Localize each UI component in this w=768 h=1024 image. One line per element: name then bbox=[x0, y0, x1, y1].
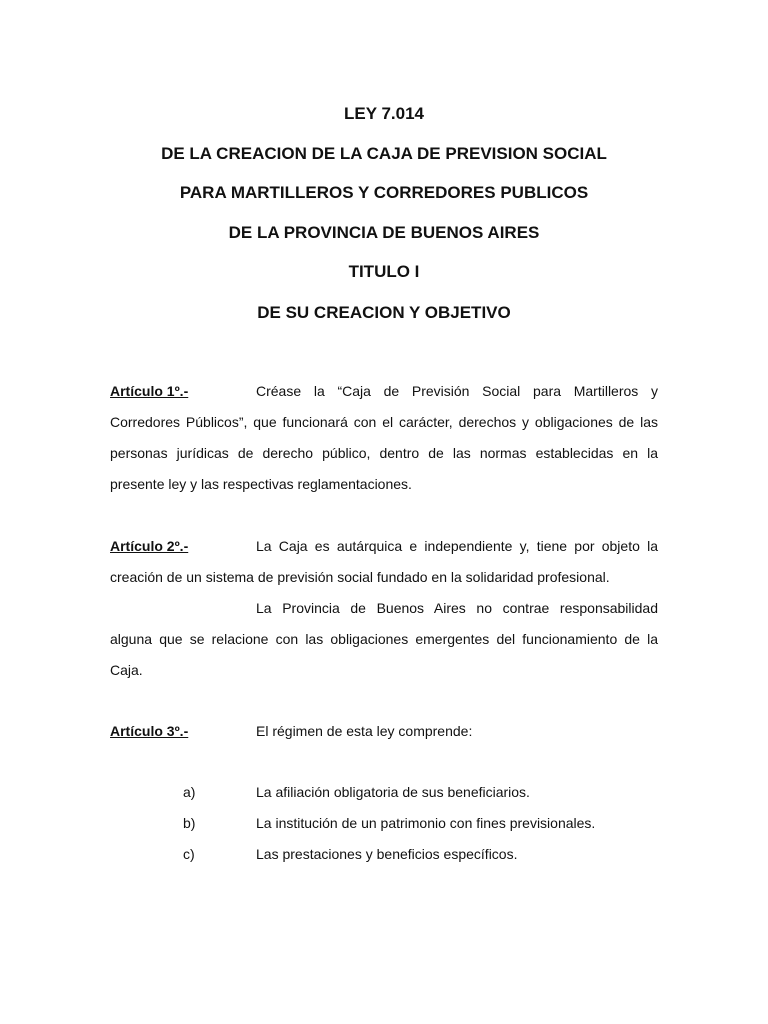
article-1-first-line: Créase la “Caja de Previsión Social para Martilleros y bbox=[256, 383, 658, 399]
article-3-label: Artículo 3º.- bbox=[110, 723, 189, 739]
list-item-text: La institución de un patrimonio con fines previsionales. bbox=[256, 815, 596, 831]
list-item-text: Las prestaciones y beneficios específicos. bbox=[256, 846, 518, 862]
article-2-para2-first-line: La Provincia de Buenos Aires no contrae responsabilidad bbox=[256, 600, 658, 616]
list-item-letter: c) bbox=[183, 846, 195, 862]
list-item-letter: b) bbox=[183, 815, 196, 831]
law-title-line-2: PARA MARTILLEROS Y CORREDORES PUBLICOS bbox=[179, 183, 589, 202]
article-2-para2-line: Caja. bbox=[110, 662, 143, 678]
law-number: LEY 7.014 bbox=[343, 104, 425, 123]
article-2-label: Artículo 2º.- bbox=[110, 538, 189, 554]
article-2-para2-line: alguna que se relacione con las obligaciones emergentes del funcionamiento de la bbox=[110, 631, 658, 647]
list-item-text: La afiliación obligatoria de sus beneficiarios. bbox=[256, 784, 530, 800]
article-1-line: personas jurídicas de derecho público, dentro de las normas establecidas en la bbox=[110, 445, 658, 461]
article-3-first-line: El régimen de esta ley comprende: bbox=[256, 723, 473, 739]
list-item-letter: a) bbox=[183, 784, 196, 800]
article-1-line: Corredores Públicos”, que funcionará con el carácter, derechos y obligaciones de las bbox=[110, 414, 658, 430]
titulo-heading: TITULO I bbox=[348, 262, 420, 281]
article-2-line: creación de un sistema de previsión social fundado en la solidaridad profesional. bbox=[110, 569, 610, 585]
article-2-first-line: La Caja es autárquica e independiente y, tiene por objeto la bbox=[256, 538, 658, 554]
article-1-label: Artículo 1º.- bbox=[110, 383, 189, 399]
article-1-line: presente ley y las respectivas reglamentaciones. bbox=[110, 476, 412, 492]
titulo-subtitle: DE SU CREACION Y OBJETIVO bbox=[257, 303, 511, 322]
law-title-line-1: DE LA CREACION DE LA CAJA DE PREVISION SOCIAL bbox=[161, 144, 607, 163]
law-title-line-3: DE LA PROVINCIA DE BUENOS AIRES bbox=[228, 223, 540, 242]
